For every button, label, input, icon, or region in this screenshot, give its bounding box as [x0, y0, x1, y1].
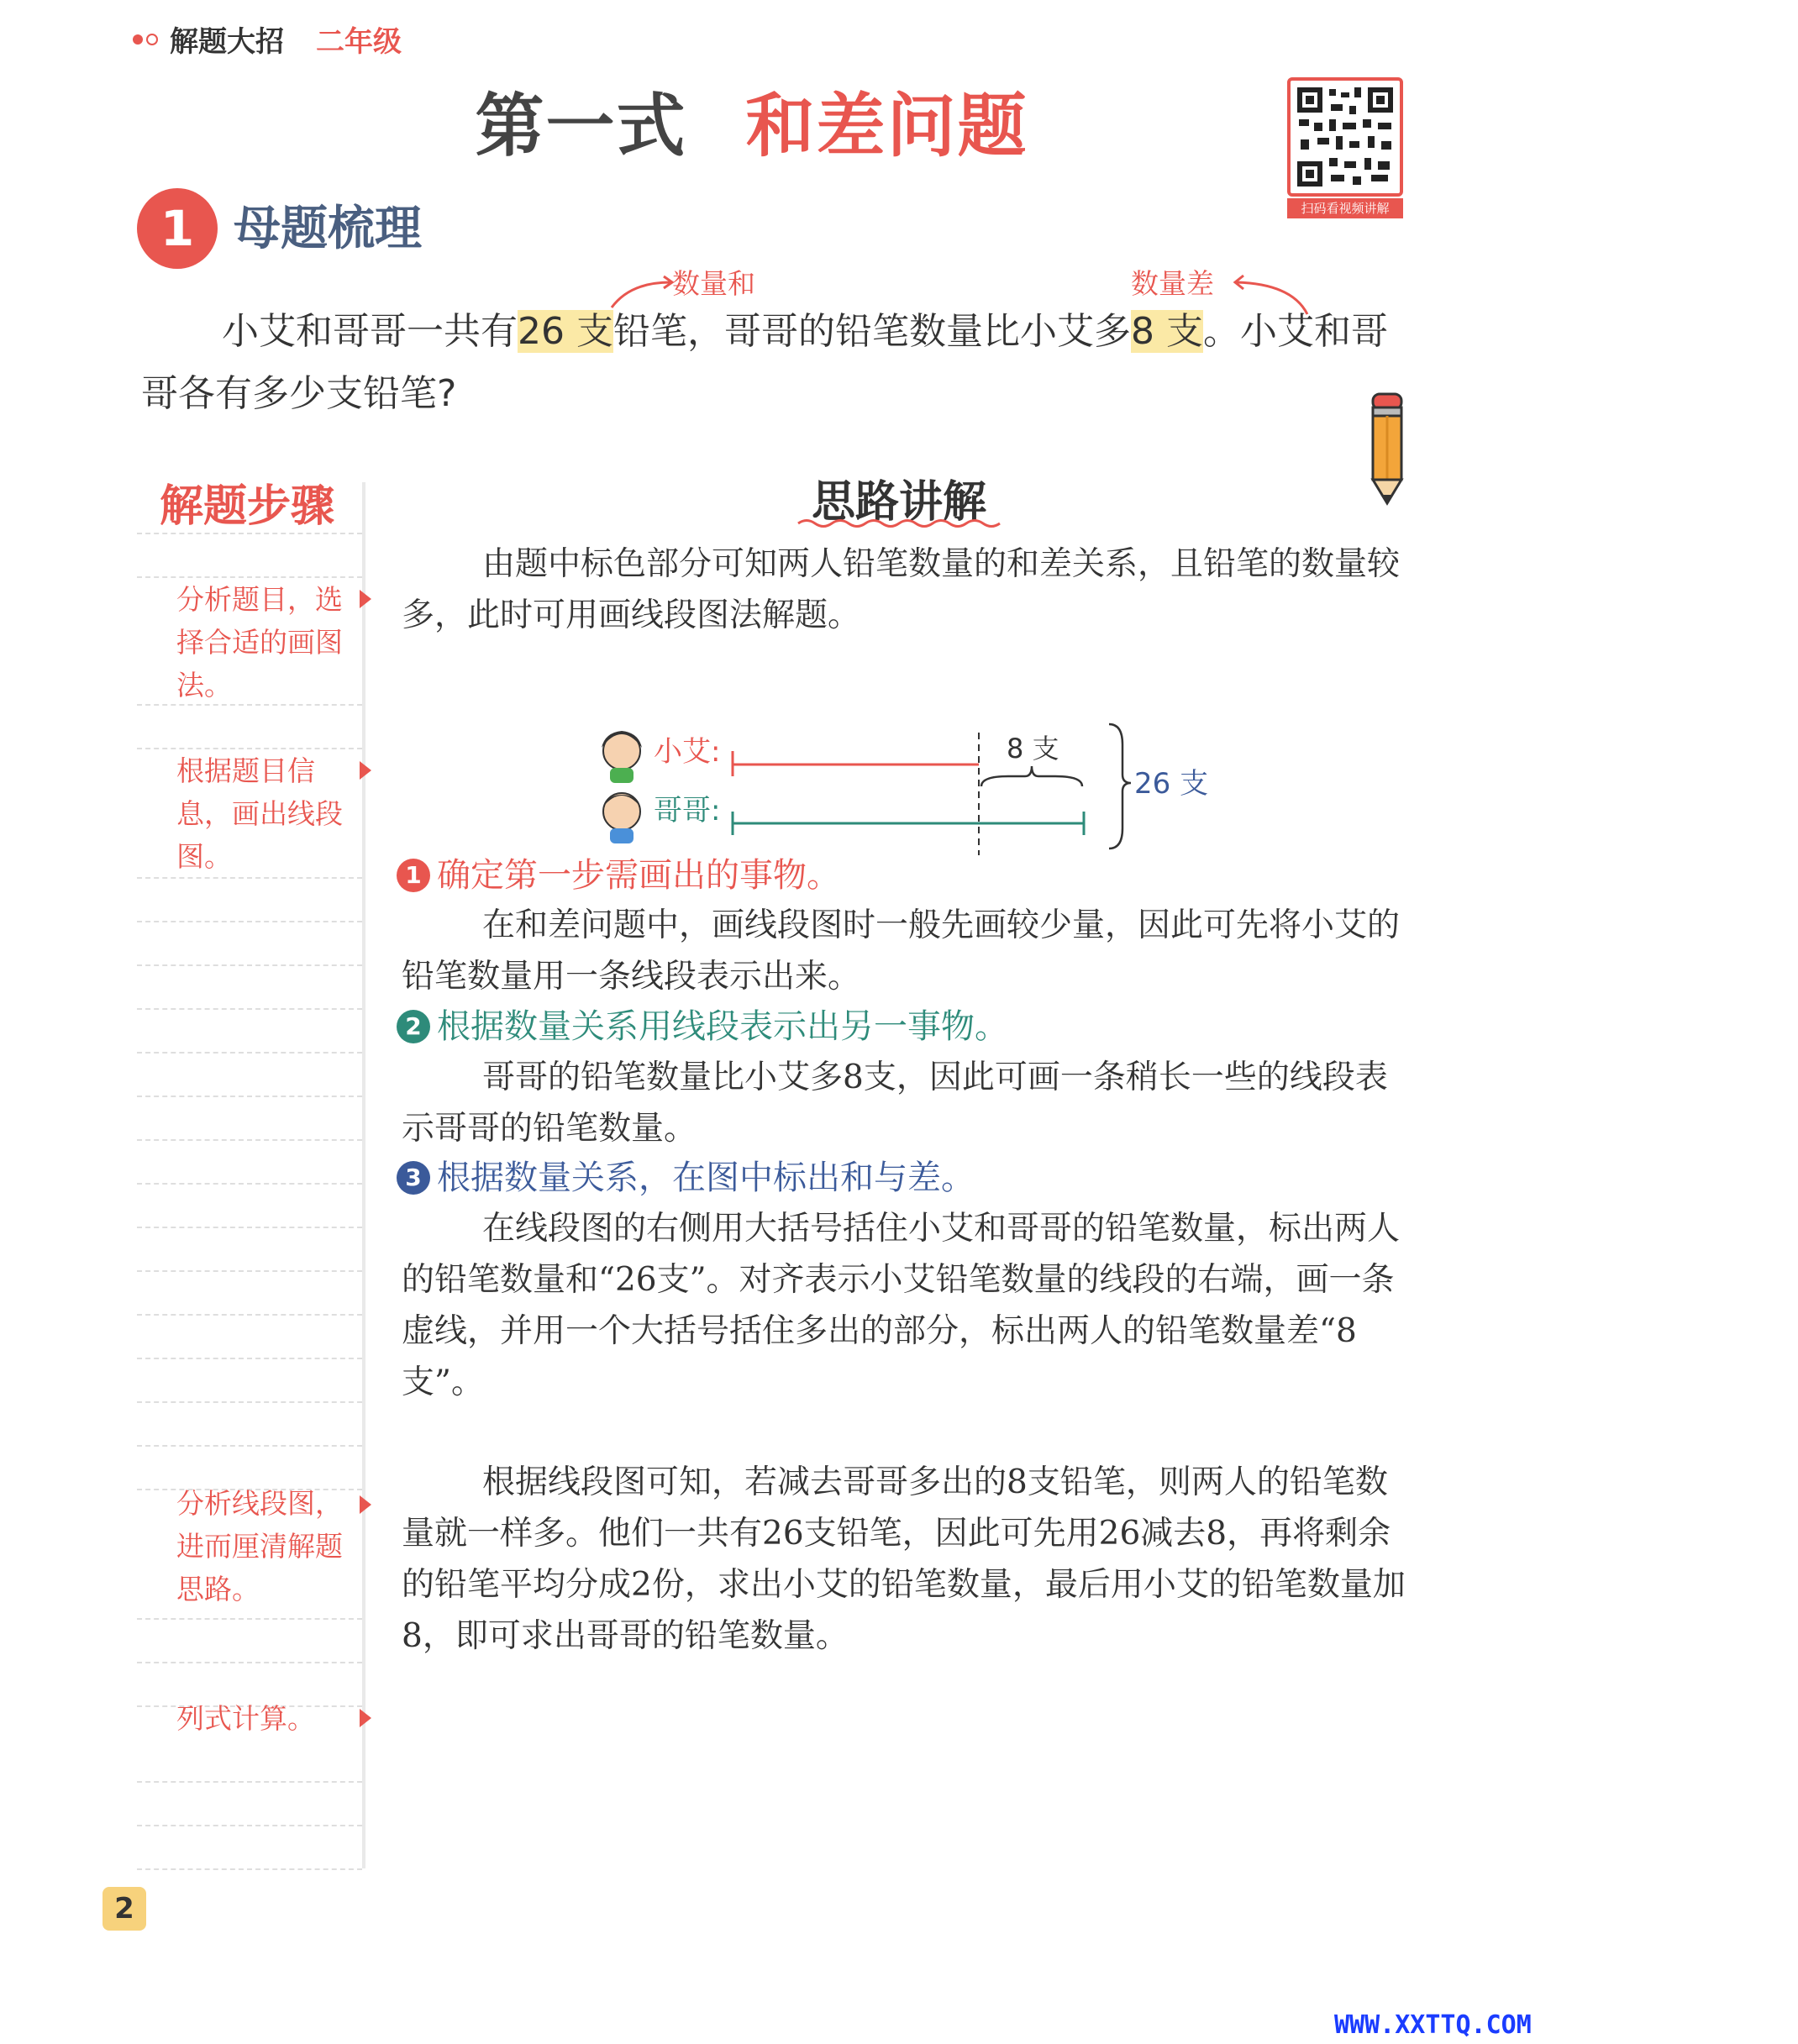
step-marker-icon	[360, 761, 371, 780]
sidebar-step-4: 列式计算。	[176, 1702, 315, 1735]
qr-icon	[1287, 77, 1403, 197]
dashed-divider	[137, 1868, 362, 1870]
chapter-title	[0, 71, 1503, 170]
diff-brace	[981, 766, 1082, 786]
section-title: 母题梳理	[234, 202, 422, 256]
chapter-topic: 和差问题	[745, 87, 1028, 166]
explanation-step-3-title	[397, 1153, 975, 1203]
dashed-divider	[137, 1781, 362, 1783]
dashed-divider	[137, 533, 362, 534]
sidebar-step-1: 分析题目，选择合适的画图法。	[176, 583, 343, 701]
qr-caption: 扫码看视频讲解	[1287, 198, 1403, 218]
annotation-diff: 数量差	[1131, 267, 1214, 300]
dashed-divider	[137, 1052, 362, 1054]
step-marker-icon	[360, 1709, 371, 1727]
title-underline-wave	[796, 518, 1005, 529]
sidebar-title: 解题步骤	[160, 481, 335, 532]
dashed-divider	[137, 1662, 362, 1663]
dashed-divider	[137, 1618, 362, 1620]
line-segment-diagram	[588, 714, 1227, 857]
step-marker-icon	[360, 1495, 371, 1514]
bullet-dots-icon	[133, 34, 158, 45]
problem-part: 小艾和哥哥一共有	[222, 310, 518, 353]
explanation-step-3-body: 在线段图的右侧用大括号括住小艾和哥哥的铅笔数量，标出两人的铅笔数量和“26支”。对齐表示小艾铅笔数量的线段的右端，画一条虚线，并用一个大括号括住多出的部分，标出两人的铅笔数量差“8支”。	[402, 1210, 1401, 1401]
step-title: 根据数量关系用线段表示出另一事物。	[437, 1007, 1008, 1046]
dashed-divider	[137, 1096, 362, 1097]
sum-brace	[1109, 724, 1131, 849]
step-marker-icon	[360, 590, 371, 608]
dashed-divider	[137, 1008, 362, 1010]
explanation-step-1-title	[397, 850, 840, 901]
diff-label: 8 支	[1007, 733, 1059, 765]
series-header	[133, 18, 402, 60]
explanation-step-1-body: 在和差问题中，画线段图时一般先画较少量，因此可先将小艾的铅笔数量用一条线段表示出来。	[402, 906, 1401, 996]
problem-text	[141, 301, 1410, 425]
dashed-divider	[137, 1139, 362, 1141]
dashed-divider	[137, 1314, 362, 1316]
sum-label: 26 支	[1134, 767, 1209, 801]
qr-code[interactable]	[1287, 77, 1403, 217]
chapter-label: 第一式	[475, 87, 687, 166]
sidebar-step-3: 分析线段图，进而厘清解题思路。	[176, 1487, 343, 1605]
explanation-step-2-body: 哥哥的铅笔数量比小艾多8支，因此可画一条稍长一些的线段表示哥哥的铅笔数量。	[402, 1059, 1388, 1148]
dashed-divider	[137, 1445, 362, 1447]
step-number-badge: 1	[397, 859, 430, 892]
step-title: 确定第一步需画出的事物。	[437, 856, 840, 895]
section-number-badge: 1	[137, 188, 218, 269]
dashed-divider	[137, 1825, 362, 1826]
watermark: WWW.XXTTQ.COM	[1334, 2010, 1532, 2040]
label-gege: 哥哥:	[654, 794, 721, 828]
explanation-title: 思路讲解	[811, 477, 986, 528]
dashed-divider	[137, 921, 362, 922]
grade-label: 二年级	[316, 25, 402, 59]
series-name: 解题大招	[170, 25, 284, 59]
dashed-divider	[137, 1401, 362, 1403]
dashed-divider	[137, 964, 362, 966]
problem-part: 。小艾和哥哥各有多少支铅笔?	[141, 310, 1388, 415]
sidebar-step-2: 根据题目信息，画出线段图。	[176, 754, 343, 873]
annotation-sum: 数量和	[672, 267, 755, 300]
explanation-analysis: 根据线段图可知，若减去哥哥多出的8支铅笔，则两人的铅笔数量就一样多。他们一共有26支铅笔，因此可先用26减去8，再将剩余的铅笔平均分成2份，求出小艾的铅笔数量，最后用小艾的铅笔数量加8，即可求出哥哥的铅笔数量。	[402, 1463, 1406, 1655]
dashed-divider	[137, 1183, 362, 1185]
dashed-divider	[137, 1270, 362, 1272]
step-number-badge: 2	[397, 1010, 430, 1043]
step-number-badge: 3	[397, 1161, 430, 1195]
page-number: 2	[103, 1887, 146, 1931]
xiaoai-avatar-icon	[602, 731, 642, 783]
dashed-divider	[137, 1227, 362, 1228]
highlight-diff: 8 支	[1130, 310, 1203, 353]
explanation-intro: 由题中标色部分可知两人铅笔数量的和差关系，且铅笔的数量较多，此时可用画线段图法解题。	[402, 545, 1401, 634]
step-title: 根据数量关系，在图中标出和与差。	[437, 1159, 975, 1197]
dashed-divider	[137, 1358, 362, 1359]
highlight-sum: 26 支	[518, 310, 613, 353]
problem-part: 铅笔，哥哥的铅笔数量比小艾多	[612, 310, 1131, 353]
explanation-step-2-title	[397, 1001, 1008, 1052]
gege-avatar-icon	[603, 793, 640, 843]
label-xiaoai: 小艾:	[654, 735, 721, 769]
